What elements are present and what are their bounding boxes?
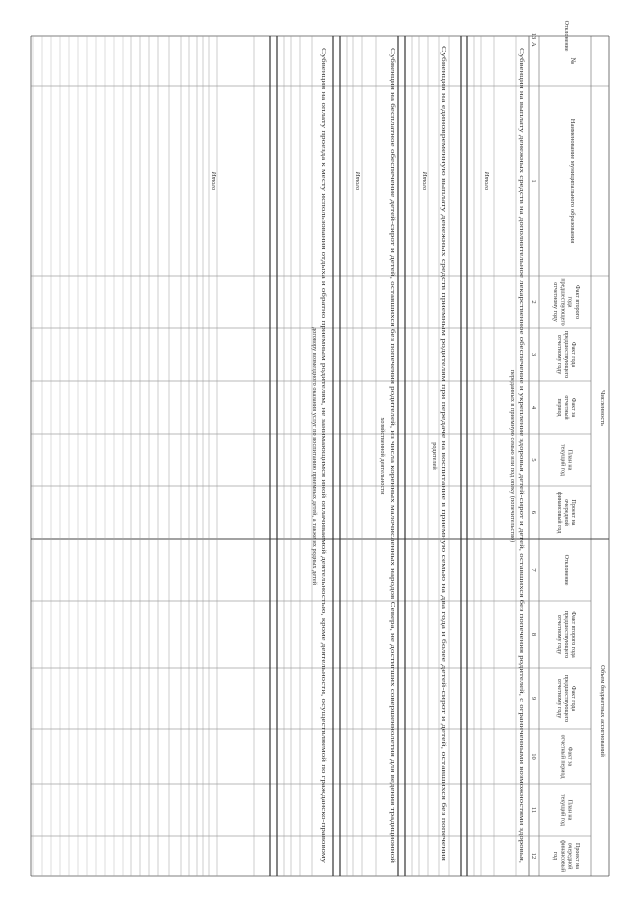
column-number: 11	[530, 806, 537, 814]
column-header-8: Факт годапредшествующегоотчетному году	[555, 674, 577, 723]
column-number: 2	[530, 300, 537, 304]
section-title-line2: хозяйственной деятельности	[379, 417, 386, 495]
header-chislennost: Численность	[599, 390, 606, 426]
column-number: 12	[530, 852, 537, 860]
column-number: 13	[530, 32, 537, 40]
column-header-4: План натекущий год	[559, 444, 573, 476]
column-header-6: Отклонение	[563, 554, 569, 586]
section-title-line2: родителей	[431, 442, 438, 470]
section-total-label: Итого	[421, 171, 428, 191]
column-number: 4	[530, 405, 537, 410]
section-title-line1: Субвенция на единовременную выплату денежных средств приемным родителям при передаче на воспитание в приемную семью на два года и более детей-сирот и детей, оставшихся без попечения	[440, 46, 447, 577]
column-header-3: Факт заотчетныйпериод	[555, 395, 577, 420]
column-header-12: Отклонение	[563, 20, 569, 52]
column-header-1: Факт второгогодапредшествующегоотчетному году	[552, 278, 580, 326]
column-number: 1	[530, 179, 537, 183]
rotated-table	[31, 21, 609, 876]
column-number: 5	[530, 458, 537, 462]
section-title-line1: Субвенция на бесплатное обеспечение детей-сирот и детей, оставшихся без попечения родителей, из числа коренных малочисленных народов Севера, не достигших совершеннолетия для ведения традиционной	[389, 48, 396, 614]
header-name-cell	[569, 119, 576, 243]
header-no: №	[569, 57, 577, 65]
header-name: Наименование муниципального образования	[569, 118, 576, 244]
section-title-line2: договору возмездного оказания услуг по воспитанию приемных детей, а также их родных детей	[311, 326, 318, 586]
column-header-10: План натекущий год	[559, 794, 573, 826]
column-header-9: Факт заотчетный период	[559, 734, 573, 779]
column-number: 3	[530, 352, 537, 357]
column-header-7: Факт второго годапредшествующегоотчетному году	[555, 610, 577, 659]
column-number: А	[530, 42, 537, 47]
section-title-line2: переданных в приемную семью или под опеку (попечительство)	[509, 369, 516, 543]
header-no-cell	[569, 58, 577, 65]
column-number: 6	[530, 510, 537, 515]
section-total-label: Итого	[483, 171, 490, 191]
column-header-11: Проект наочереднойфинансовыйгод	[552, 840, 580, 872]
numbering-row	[530, 33, 537, 860]
column-number: 8	[530, 632, 537, 637]
section-texts	[210, 46, 525, 864]
section-title-line1: Субвенция на оплату проезда к месту использования отдыха и обратно приемным родителям, не занимающимся иной оплачиваемой деятельностью, кроме деятельности, осуществляемой по гражданско-правовому	[320, 48, 327, 623]
column-number: 7	[530, 568, 537, 572]
column-header-5: Проект наочереднойфинансовый год	[555, 491, 577, 534]
column-number: 9	[530, 696, 537, 701]
section-title-line1: Субвенция на выплату денежных средств на дополнительное лекарственное обеспечение и укрепление здоровья детей-сирот и детей, оставшихся без попечения родителей, с ограниченными возможностями здоровья,	[518, 48, 525, 631]
header-obem: Объем бюджетных ассигнований	[599, 665, 606, 757]
column-header-2: Факт годапредшествующегоотчетному году	[555, 330, 577, 379]
section-total-label: Итого	[210, 171, 217, 191]
section-total-label: Итого	[354, 171, 361, 191]
column-number: 10	[530, 753, 537, 760]
